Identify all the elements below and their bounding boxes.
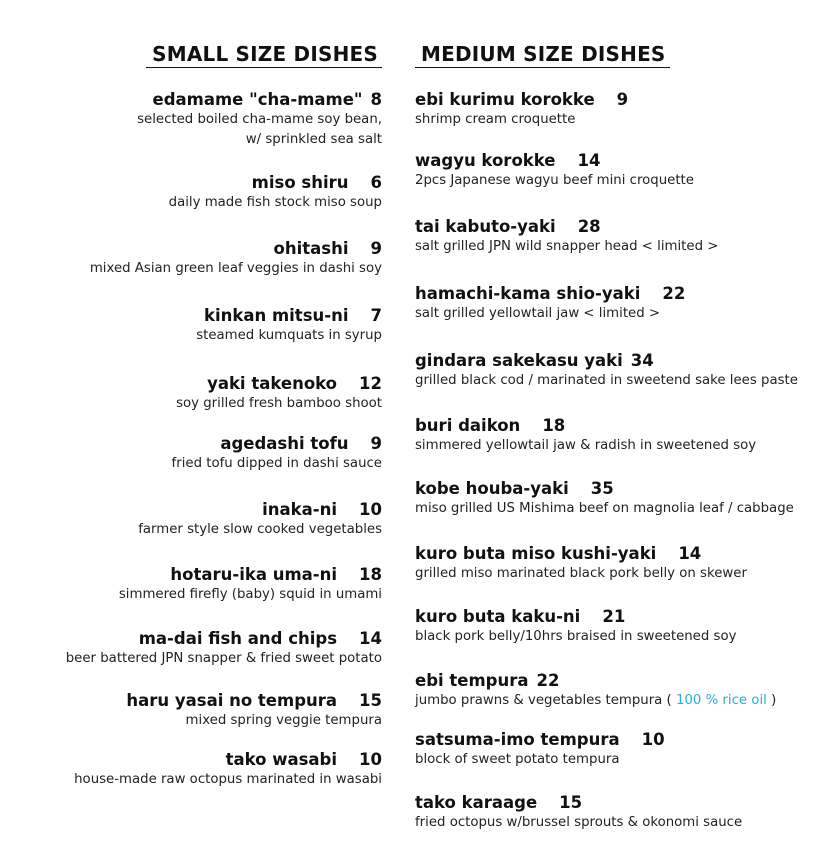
- menu-item: [169, 172, 382, 213]
- item-name: inaka-ni: [262, 500, 338, 519]
- menu-item: [415, 89, 628, 130]
- item-name: gindara sakekasu yaki: [415, 351, 623, 370]
- item-name: miso shiru: [251, 173, 349, 192]
- item-name: buri daikon: [415, 416, 521, 435]
- item-description: beer battered JPN snapper & fried sweet potato: [65, 651, 382, 666]
- menu-item: [172, 433, 382, 474]
- menu-item: [74, 749, 382, 790]
- item-price: 6: [370, 173, 382, 192]
- item-description: shrimp cream croquette: [415, 112, 576, 127]
- item-name: yaki takenoko: [207, 374, 338, 393]
- menu-item: [126, 690, 382, 731]
- item-description: daily made fish stock miso soup: [168, 195, 382, 210]
- item-description: w/ sprinkled sea salt: [245, 132, 382, 147]
- item-price: 15: [359, 691, 382, 710]
- item-price: 28: [577, 217, 601, 236]
- item-name: satsuma-imo tempura: [415, 730, 620, 749]
- menu-item: [119, 564, 382, 605]
- item-description: salt grilled JPN wild snapper head < limited >: [415, 239, 719, 254]
- item-description: salt grilled yellowtail jaw < limited >: [415, 306, 661, 321]
- item-description: block of sweet potato tempura: [415, 752, 620, 767]
- menu-item: [415, 283, 685, 324]
- item-price: 22: [536, 671, 560, 690]
- item-name: tai kabuto-yaki: [415, 217, 556, 236]
- item-description: 2pcs Japanese wagyu beef mini croquette: [415, 173, 694, 188]
- item-name: ebi tempura: [415, 671, 529, 690]
- item-name: edamame "cha-mame": [152, 90, 363, 109]
- item-name: wagyu korokke: [415, 151, 556, 170]
- item-name: tako karaage: [415, 793, 538, 812]
- item-description: mixed spring veggie tempura: [185, 713, 382, 728]
- menu-item: [415, 729, 665, 770]
- item-description: miso grilled US Mishima beef on magnolia leaf / cabbage: [415, 501, 794, 516]
- item-description: [415, 691, 776, 711]
- item-price: 21: [602, 607, 626, 626]
- item-description: grilled miso marinated black pork belly on skewer: [415, 566, 747, 581]
- item-name: tako wasabi: [225, 750, 338, 769]
- item-price: 10: [641, 730, 665, 749]
- item-price: 14: [577, 151, 601, 170]
- item-description: fried octopus w/brussel sprouts & okonomi sauce: [415, 815, 743, 830]
- item-description: selected boiled cha-mame soy bean,: [137, 112, 382, 127]
- menu-item: [138, 499, 382, 540]
- item-description: mixed Asian green leaf veggies in dashi soy: [89, 261, 382, 276]
- item-price: 15: [559, 793, 583, 812]
- menu-item: [66, 628, 382, 669]
- menu-item: [415, 478, 794, 519]
- item-description: steamed kumquats in syrup: [196, 328, 382, 343]
- desc-text: jumbo prawns & vegetables tempura (: [415, 693, 672, 708]
- item-price: 9: [370, 434, 382, 453]
- item-price: 10: [359, 500, 382, 519]
- menu-item: [415, 150, 694, 191]
- item-name: hotaru-ika uma-ni: [170, 565, 338, 584]
- item-name: hamachi-kama shio-yaki: [415, 284, 641, 303]
- item-description: farmer style slow cooked vegetables: [138, 522, 382, 537]
- item-price: 14: [359, 629, 382, 648]
- item-name: ebi kurimu korokke: [415, 90, 595, 109]
- item-description: house-made raw octopus marinated in wasabi: [74, 772, 382, 787]
- medium-dishes-heading: MEDIUM SIZE DISHES: [415, 42, 670, 68]
- desc-text-end: ): [771, 693, 777, 708]
- item-name: kuro buta miso kushi-yaki: [415, 544, 657, 563]
- item-name: kinkan mitsu-ni: [203, 306, 349, 325]
- item-price: 9: [616, 90, 629, 109]
- menu-item: [196, 305, 382, 346]
- menu-item: [415, 350, 798, 391]
- item-price: 12: [359, 374, 382, 393]
- item-name: ma-dai fish and chips: [138, 629, 338, 648]
- item-description: simmered firefly (baby) squid in umami: [118, 587, 382, 602]
- small-dishes-heading: SMALL SIZE DISHES: [146, 42, 382, 68]
- item-price: 18: [359, 565, 382, 584]
- item-price: 35: [590, 479, 614, 498]
- item-name: kobe houba-yaki: [415, 479, 569, 498]
- item-price: 22: [662, 284, 686, 303]
- item-price: 8: [370, 90, 382, 109]
- item-description: soy grilled fresh bamboo shoot: [176, 396, 382, 411]
- item-description: black pork belly/10hrs braised in sweetened soy: [415, 629, 737, 644]
- menu-item: [415, 670, 776, 711]
- menu-item: [415, 792, 742, 833]
- menu-item: [176, 373, 382, 414]
- item-price: 34: [630, 351, 654, 370]
- item-description: grilled black cod / marinated in sweetend sake lees paste: [415, 373, 798, 388]
- item-description: fried tofu dipped in dashi sauce: [171, 456, 382, 471]
- item-name: haru yasai no tempura: [126, 691, 338, 710]
- item-price: 10: [359, 750, 382, 769]
- menu-item: [415, 216, 718, 257]
- item-name: kuro buta kaku-ni: [415, 607, 581, 626]
- item-price: 9: [370, 239, 382, 258]
- item-name: ohitashi: [273, 239, 349, 258]
- rice-oil-highlight: 100 % rice oil: [671, 693, 772, 708]
- menu-item: [137, 89, 382, 150]
- menu-item: [415, 415, 756, 456]
- item-price: 18: [542, 416, 566, 435]
- item-price: 7: [370, 306, 382, 325]
- item-name: agedashi tofu: [220, 434, 349, 453]
- menu-item: [415, 606, 736, 647]
- item-description: simmered yellowtail jaw & radish in sweetened soy: [415, 438, 757, 453]
- item-price: 14: [678, 544, 702, 563]
- menu-item: [90, 238, 382, 279]
- menu-item: [415, 543, 747, 584]
